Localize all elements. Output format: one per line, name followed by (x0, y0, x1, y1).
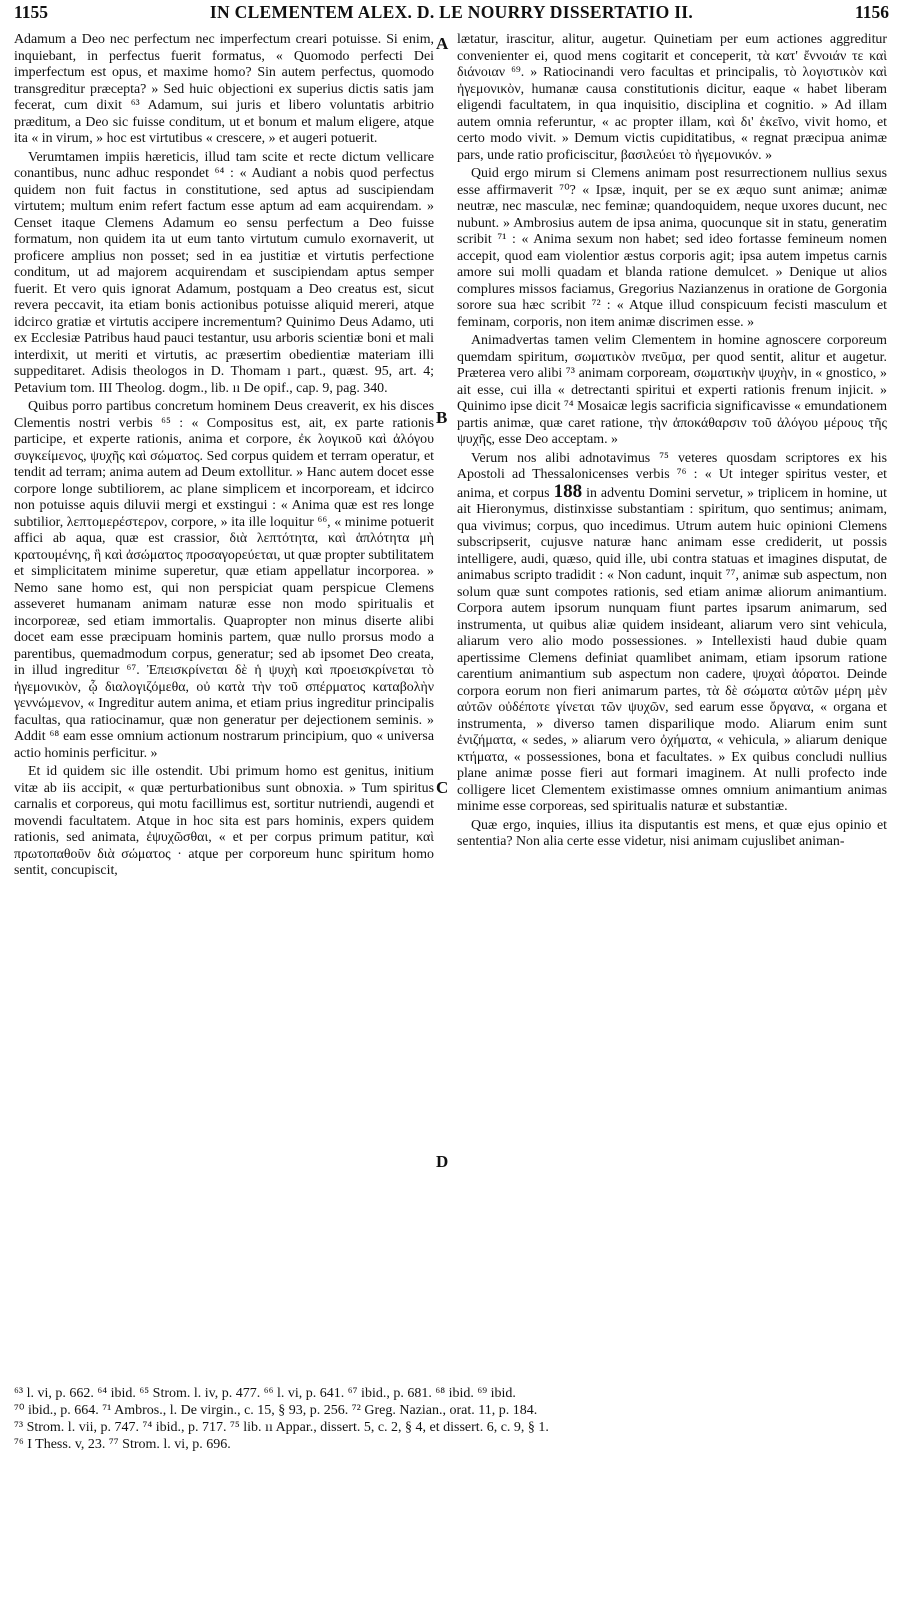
footnote-line: ⁷⁰ ibid., p. 664. ⁷¹ Ambros., l. De virgin., c. 15, § 93, p. 256. ⁷² Greg. Nazian., orat. 11, p. 184. (14, 1403, 538, 1418)
page-number-right: 1156 (854, 2, 889, 22)
paragraph (457, 451, 887, 816)
paragraph: Quæ ergo, inquies, illius ita disputantis est mens, et quæ ejus opinio et sententia? Non alia certe esse videtur, nisi animam cujuslibet animan- (457, 817, 887, 849)
running-title: IN CLEMENTEM ALEX. D. LE NOURRY DISSERTATIO II. (209, 2, 694, 22)
footnote-line: ⁶³ l. vi, p. 662. ⁶⁴ ibid. ⁶⁵ Strom. l. iv, p. 477. ⁶⁶ l. vi, p. 641. ⁶⁷ ibid., p. 681. ⁶⁸ ibid. ⁶⁹ ibid. (14, 1386, 516, 1401)
right-column (457, 32, 887, 1372)
paragraph: Animadvertas tamen velim Clementem in homine agnoscere corporeum quemdam spiritum, σωματικὸν πνεῦμα, per quod sentit, alitur et augetur. Præterea vero alibi ⁷³ animam corpoream, σωματικὴν ψυχὴν, in « gnostico, » ait esse, cui illa « detrectanti spiritui et experti rationis frenum injicit. » Quinimo ipse dicit ⁷⁴ Mosaicæ legis sacrificia significavisse « emundationem partis animæ, quæ caret ratione, τὴν ἀποκάθαρσιν τοῦ ἀλόγου μέρους τῆς ψυχῆς, esse Deo acceptam. » (457, 333, 887, 447)
paragraph: Adamum a Deo nec perfectum nec imperfectum creari potuisse. Si enim, inquiebant, in perfectus fuerit formatus, « Quomodo perfecti Dei imperfectum est opus, et maxime homo? Sin autem perfectus, quomodo transgreditur præcepta? » Sed huic objectioni ex superius dictis satis jam fecerat, cum dixit ⁶³ Adamum, sui juris et libero voluntatis arbitrio præditum, a Deo sic fuisse conditum, ut et bonum et malum eligere, atque ita « in virum, » hoc est virtutibus « crescere, » et augeri potuerit. (14, 32, 434, 146)
paragraph-text: in adventu Domini servetur, » triplicem in homine, ut ait Hieronymus, distinxisse substantiam : spiritum, quo sentimus; animam, qua vivimus; corpus, quo incedimus. Utrum autem huic opinioni Clemens subscripserit, cujusve naturæ hanc animam esse crediderit, ut possis intelligere, audi, quæso, quid ille, ubi contra statuas et imagines disputat, de animabus scripto tradidit : « Non cadunt, inquit ⁷⁷, animæ sub aspectum, non solum quæ sunt compotes rationis, sed etiam animæ aliorum animantium. Corpora autem ipsorum nunquam fiunt partes ipsarum animarum, sed instrumenta, ut quibus aliæ quidem insideant, aliarum vero sint vehicula, aliarum vero alio modo possessiones. » Intellexisti haud dubie quam apertissime Clemens definiat quamlibet animam, etiam ipsorum ratione carentium animantium sub aspectum non cadere, ψυχαὶ ἀόρατοι. Deinde corpora eorum non fieri animarum partes, τὰ δὲ σώματα αὐτῶν μέρη μὲν αὐτῶν οὐδέποτε γίνεται τῶν ψυχῶν, sed earum esse ὄργανα, « organa et instrumenta, » diverso tamen disparilique modo. Aliarum enim sunt ἐνιζήματα, « sedes, » aliarum vero ὀχήματα, « vehicula, » aliarum denique κτήματα, « possessiones, bona et facultates. » Ex quibus concludi nullius plane animæ posse fieri aut formari imaginem. At nulli profecto inde colligere licet Clementem existimasse omnes omnium animantium animas minime esse corporeas, sed spiritualis naturæ et substantiæ. (457, 485, 887, 814)
margin-marker-c: C (436, 778, 449, 797)
margin-marker-a: A (436, 34, 449, 53)
footnote-line: ⁷⁶ I Thess. v, 23. ⁷⁷ Strom. l. vi, p. 696. (14, 1437, 231, 1452)
footnote-line: ⁷³ Strom. l. vii, p. 747. ⁷⁴ ibid., p. 717. ⁷⁵ lib. ıı Appar., dissert. 5, c. 2, § 4, et dissert. 6, c. 9, § 1. (14, 1420, 549, 1435)
page-header (14, 2, 889, 24)
margin-marker-d: D (436, 1152, 449, 1171)
paragraph: Verumtamen impiis hæreticis, illud tam scite et recte dictum vellicare conantibus, nunc adhuc respondet ⁶⁴ : « Audiant a nobis quod perfectus quidem non fuit factus in constitutione, sed aptus ad suscipiendam virtutem; multum enim refert factum esse aptum ad eam acquirendam. » Censet itaque Clemens Adamum eo sensu perfectum a Deo fuisse formatum, non quidem ita ut eum tanto virtutum cumulo exornaverit, ut proficere amplius non posset; sed in ea justitiæ et virtutis perfectione conditum, ut ad majorem acquirendam et suscipiendam aptus semper fuerit. Et vero quis ignorat Adamum, postquam a Deo creatus est, sicut revera peccavit, ita etiam bonis actionibus potuisse aliquid mereri, atque idcirco gratiæ et virtutis accipere incrementum? Quinimo Deus Adamo, uti ex Ecclesiæ Patribus haud pauci testantur, usu arboris scientiæ boni et mali interdixit, ut meriti et virtutis, ac præsertim obedientiæ materiam illi suppeditaret. Adisis theologos in D. Thomam ı part., quæst. 95, art. 4; Petavium tom. III Theolog. dogm., lib. ıı De opif., cap. 9, pag. 340. (14, 149, 434, 396)
column-number: 188 (553, 480, 583, 502)
paragraph-text: Verum nos alibi adnotavimus ⁷⁵ veteres quosdam scriptores ex his Apostoli ad Thessalonicenses verbis ⁷⁶ : « Ut integer spiritus vester, et anima, et corpus (457, 450, 887, 501)
paragraph: Quibus porro partibus concretum hominem Deus creaverit, ex his disces Clementis nostri verbis ⁶⁵ : « Compositus est, ait, ex parte rationis participe, et experte rationis, anima et corpore, ἐκ λογικοῦ καὶ ἀλόγου συγκείμενος, ψυχῆς καὶ σώματος. Sed corpus quidem et terram operatur, et tendit ad terram; anima autem ad Deum extollitur. » Hanc autem docet esse corpore longe subtiliorem, ac plane simplicem et incorpoream, et idcirco non potuisse aquis diluvii mergi et exstingui : « Anima quæ est res longe subtilior, λεπτομερέστερον, corpore, » ita ille loquitur ⁶⁶, « minime potuerit affici ab aqua, quæ est crassior, διὰ λεπτότητα, καὶ ἁπλότητα μὴ κρατουμένης, ἣ καὶ ἀσώματος προσαγορεύεται, ut quæ propter subtilitatem et simplicitatem minime superetur, quæ etiam appellatur incorporea. » Nemo sane homo est, qui non perspiciat quam perspicue Clemens asseveret humanam animam naturæ esse non modo spiritualis et incorporeæ, sed etiam immortalis. Quapropter non minus diserte alibi docet eam esse præcipuam hominis partem, quæ nullo prorsus modo a parentibus, quemadmodum corpus, generatur; sed ab ipsomet Deo creata, in illud ingreditur ⁶⁷. Ἐπεισκρίνεται δὲ ἡ ψυχὴ καὶ προεισκρίνεται τὸ ἡγεμονικὸν, ᾧ διαλογιζόμεθα, οὐ κατὰ τὴν τοῦ σπέρματος καταβολὴν γεννώμενον, « Ingreditur autem anima, et etiam prius ingreditur principalis facultas, qua ratiocinamur, quæ non generatur per dejectionem seminis. » Addit ⁶⁸ eam esse omnium actionum nostrarum principium, quo « universa actio hominis perficitur. » (14, 399, 434, 761)
margin-marker-b: B (436, 408, 448, 427)
left-column (14, 32, 434, 1372)
paragraph: Quid ergo mirum si Clemens animam post resurrectionem nullius sexus esse affirmaverit ⁷⁰? « Ipsæ, inquit, per se ex æquo sunt animæ; animæ neutræ, nec masculæ, nec feminæ; quandoquidem, neque uxores ducunt, nec nubunt. » Ambrosius autem de ipsa anima, quocunque sit in statu, generatim scribit ⁷¹ : « Anima sexum non habet; sed ideo fortasse femineum nomen accepit, quod eam violentior æstus corporis agit; ipsa autem impetus carnis amore sui molli quadam et blanda ratione demulcet. » Denique ut alios complures missos faciamus, Gregorius Nazianzenus in oratione de Gorgonia sorore sua hæc scribit ⁷² : « Atque illud conspicuum fecisti masculum et feminam, corporis, non item animæ discrimen esse. » (457, 166, 887, 330)
footnotes (14, 1385, 889, 1453)
paragraph: Et id quidem sic ille ostendit. Ubi primum homo est genitus, initium vitæ ab iis accipit, « quæ perturbationibus sunt obnoxia. » Tum spiritus carnalis et corporeus, qui motu facillimus est, sortitur nutriendi, augendi et movendi facultatem. Atque in hoc sita est pars hominis, expers quidem rationis, sed animata, ἐψυχῶσθαι, « et per corpus primum patitur, καὶ πρωτοπαθοῦν διὰ σώματος · atque per corporeum hunc spiritum homo sentit, concupiscit, (14, 764, 434, 878)
paragraph: lætatur, irascitur, alitur, augetur. Quinetiam per eum actiones aggreditur convenienter ei, quod mens cogitarit et conceperit, τὰ κατ' ἔννοιάν τε καὶ διάνοιαν ⁶⁹. » Ratiocinandi vero facultas et principalis, τὸ λογιστικὸν καὶ ἡγεμονικὸν, humanæ causa constitutionis dicitur, eaque « habet liberam eligendi facultatem, in qua inquisitio, disciplina et cognitio. » Ad illam autem omnia referuntur, « ac propter illam, καὶ δι' ἐκεῖνο, vivit homo, et certo modo vivit. » Demum victis cupiditatibus, « regnat præcipua animæ pars, unde ratio proficiscitur, βασιλεύει τὸ ἡγεμονικόν. » (457, 32, 887, 163)
page-number-left: 1155 (14, 2, 49, 22)
